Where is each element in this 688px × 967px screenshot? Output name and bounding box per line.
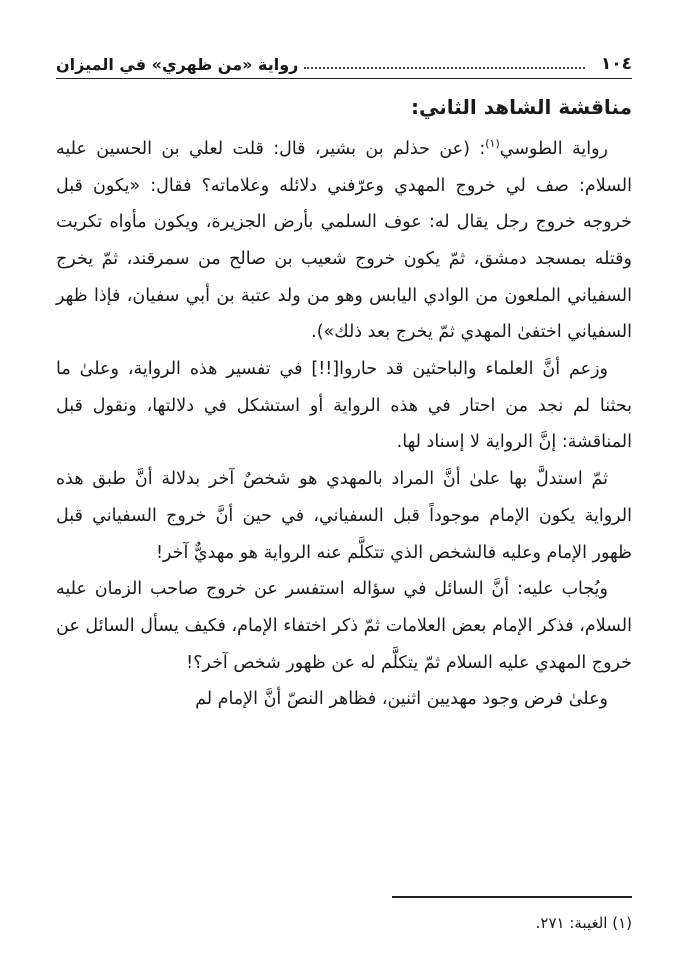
running-header: [56, 50, 632, 79]
paragraph-1-lead: رواية الطوسي: [499, 138, 608, 159]
footnote-reference[interactable]: (١): [485, 137, 500, 150]
paragraph-1-body: : (عن حذلم بن بشير، قال: قلت لعلي بن الحسين عليه السلام: صف لي خروج المهدي وعرّفني دلائله وعلاماته؟ فقال: «يكون قبل خروجه خروج رجل يقال له: عوف السلمي بأرض الجزيرة، ويكون مأواه تكريت وقتله بمسجد دمشق، ثمّ يكون خروج شعيب بن صالح من سمرقند، ثمّ يخرج السفياني الملعون من الوادي اليابس وهو من ولد عتبة بن أبي سفيان، فإذا ظهر السفياني اختفىٰ المهدي ثمّ يخرج بعد ذلك»).: [56, 138, 632, 343]
paragraph-3: ثمّ استدلَّ بها علىٰ أنَّ المراد بالمهدي هو شخصٌ آخر بدلالة أنَّ طبق هذه الرواية يكون الإمام موجوداً قبل السفياني، في حين أنَّ خروج السفياني قبل ظهور الإمام وعليه فالشخص الذي تتكلَّم عنه الرواية هو مهديٌّ آخر!: [56, 469, 632, 563]
paragraph-4: ويُجاب عليه: أنَّ السائل في سؤاله استفسر عن خروج صاحب الزمان عليه السلام، فذكر الإمام بعض العلامات ثمّ ذكر اختفاء الإمام، فكيف يسأل السائل عن خروج المهدي عليه السلام ثمّ يتكلَّم له عن ظهور شخص آخر؟!: [56, 579, 632, 673]
footnote: (١) الغيبة: ٢٧١.: [535, 914, 632, 932]
paragraph-1: [56, 126, 632, 351]
paragraph-2: وزعم أنَّ العلماء والباحثين قد حاروا[!!] في تفسير هذه الرواية، وعلىٰ ما بحثنا لم نجد من احتار في هذه الرواية أو استشكل في دلالتها، ونقول قبل المناقشة: إنَّ الرواية لا إسناد لها.: [56, 359, 632, 453]
header-leader-dots: [304, 59, 584, 69]
paragraph-5: وعلىٰ فرض وجود مهديين اثنين، فظاهر النصّ أنَّ الإمام لم: [195, 689, 608, 710]
book-title: رواية «من ظهري» في الميزان: [56, 54, 299, 74]
page-number: ١٠٤: [600, 54, 632, 74]
footnote-divider: [392, 896, 632, 898]
section-heading: مناقشة الشاهد الثاني:: [411, 95, 632, 119]
page-body: [56, 92, 632, 718]
